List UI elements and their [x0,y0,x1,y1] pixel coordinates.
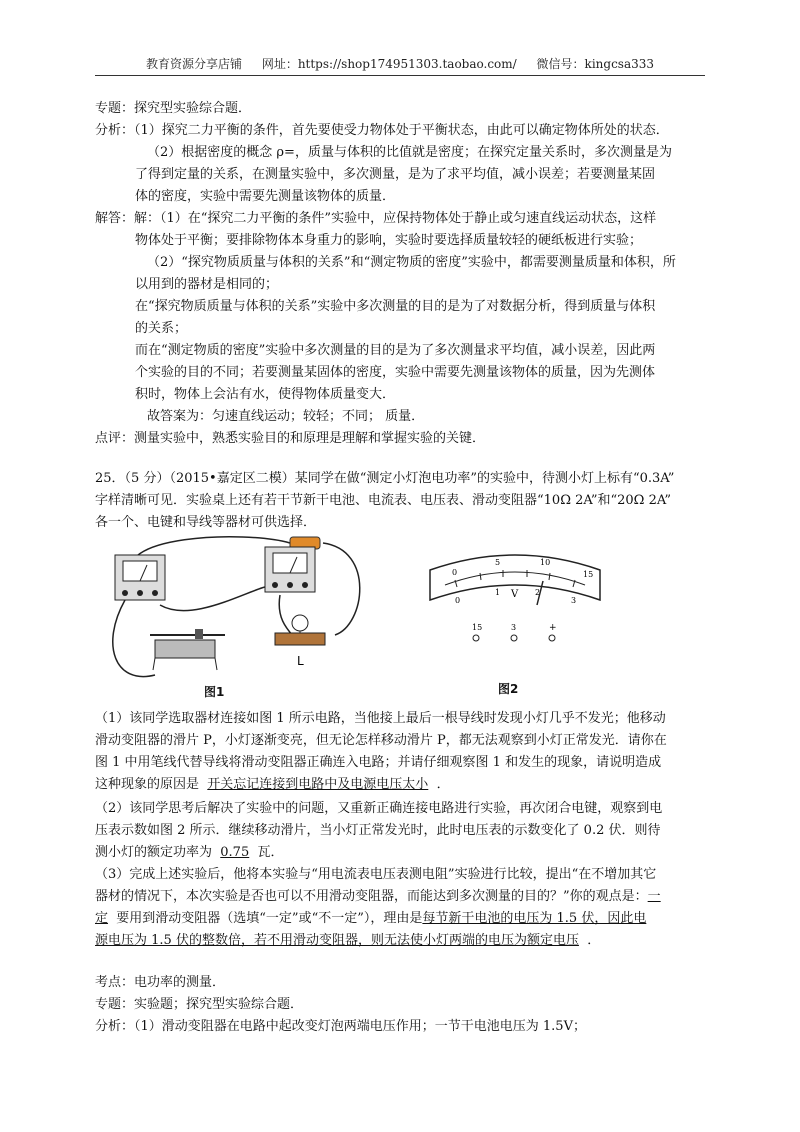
kaodian-line: 考点：电功率的测量． [95,975,226,990]
terminal-15: 15 [472,623,483,632]
solution-line-4: 以用到的器材是相同的； [135,277,279,292]
figure-1-caption: 图1 [204,685,225,699]
header-url: 网址：https://shop174951303.taobao.com/ [261,57,517,71]
solution-line-6: 的关系； [135,321,188,336]
analysis-line-2: （2）根据密度的概念 ρ=，质量与体积的比值就是密度；在探究定量关系时，多次测量是为 [147,145,672,160]
q25-part1-line-1: （1）该同学选取器材连接如图 1 所示电路，当他接上最后一根导线时发现小灯几乎不发光；他移动 [95,711,666,726]
scale-bottom-3: 3 [571,596,577,605]
solution-line-5: 在“探究物质质量与体积的关系”实验中多次测量的目的是为了对数据分析，得到质量与体积 [135,299,656,314]
figure-1-circuit [95,525,365,700]
solution-line-7: 而在“测定物质的密度”实验中多次测量的目的是为了多次测量求平均值，减小误差，因此两 [135,343,656,358]
q25-part3-reason: 每节新干电池的电压为 1.5 伏，因此电 [422,911,647,926]
q25-part2-line-2: 压表示数如图 2 所示．继续移动滑片，当小灯正常发光时，此时电压表的示数变化了 0.2 伏．则待 [95,823,661,838]
scale-bottom-1: 1 [495,588,501,597]
q25-part1-text: 这种现象的原因是 [95,777,200,792]
q25-part2-answer: 0.75 [220,845,250,860]
q25-part3-line-4: 源电压为 1.5 伏的整数倍，若不用滑动变阻器，则无法使小灯两端的电压为额定电压 ． [95,933,601,948]
solution-line-2: 物体处于平衡；要排除物体本身重力的影响，实验时要选择质量较轻的硬纸板进行实验； [135,233,643,248]
scale-top-5: 5 [495,558,501,567]
fenxi-line: 分析：（1）滑动变阻器在电路中起改变灯泡两端电压作用；一节干电池电压为 1.5V； [95,1019,586,1034]
q25-line-2: 字样清晰可见．实验桌上还有若干节新干电池、电流表、电压表、滑动变阻器“10Ω 2A”和“20Ω 2A” [95,493,671,508]
scale-bottom-2: 2 [535,588,541,597]
solution-line-9: 积时，物体上会沾有水，使得物体质量变大． [135,387,396,402]
q25-part3-answer-a: 一 [647,889,661,904]
page-header [95,55,705,76]
terminal-3: 3 [511,623,517,632]
comment-line: 点评：测量实验中，熟悉实验目的和原理是理解和掌握实验的关键． [95,431,486,446]
solution-line-3: （2）“探究物质质量与体积的关系”和“测定物质的密度”实验中，都需要测量质量和体积，所 [147,255,676,270]
scale-top-10: 10 [540,558,551,567]
q25-part1-line-2: 滑动变阻器的滑片 P，小灯逐渐变亮，但无论怎样移动滑片 P，都无法观察到小灯正常发光．请你在 [95,733,667,748]
answer-line: 故答案为：匀速直线运动；较轻；不同； 质量． [147,409,425,424]
analysis-line-4: 体的密度，实验中需要先测量该物体的质量． [135,189,396,204]
scale-top-0: 0 [452,568,458,577]
terminal-plus: + [549,623,557,633]
q25-part3-line-1: （3）完成上述实验后，他将本实验与“用电流表电压表测电阻”实验进行比较，提出“在不增加其它 [95,867,657,882]
topic-line: 专题：探究型实验综合题． [95,101,252,116]
figure-2-voltmeter [425,545,605,645]
solution-line-8: 个实验的目的不同；若要测量某固体的密度，实验中需要先测量该物体的质量，因为先测体 [135,365,656,380]
analysis-line-1: 分析：（1）探究二力平衡的条件，首先要使受力物体处于平衡状态，由此可以确定物体所处的状态． [95,123,669,138]
q25-part1-line-3: 图 1 中用笔线代替导线将滑动变阻器正确连入电路；并请仔细观察图 1 和发生的现象，请说明造成 [95,755,662,770]
header-wechat: 微信号：kingcsa333 [536,57,655,71]
scale-top-15: 15 [583,570,594,579]
q25-line-3: 各一个、电键和导线等器材可供选择． [95,515,317,530]
zhuanti-line: 专题：实验题；探究型实验综合题． [95,997,304,1012]
figure-2-caption: 图2 [498,682,519,696]
q25-part2-line-3: 测小灯的额定功率为 0.75 瓦． [95,845,284,860]
scale-bottom-0: 0 [455,596,461,605]
q25-part3-line-3: 定 要用到滑动变阻器（选填“一定”或“不一定”），理由是每节新干电池的电压为 1.5 伏，因此电 [95,911,647,926]
q25-part3-line-2: 器材的情况下，本次实验是否也可以不用滑动变阻器，而能达到多次测量的目的？”你的观点是：一 [95,889,661,904]
voltmeter-symbol: V [511,589,519,600]
lamp-label: L [297,654,304,668]
q25-part1-line-4: 这种现象的原因是 开关忘记连接到电路中及电源电压太小 ． [95,777,450,792]
analysis-line-3: 了得到定量的关系，在测量实验中，多次测量，是为了求平均值，减小误差；若要测量某固 [135,167,656,182]
q25-part2-line-1: （2）该同学思考后解决了实验中的问题，又重新正确连接电路进行实验，再次闭合电键，观察到电 [95,801,663,816]
solution-line-1: 解答：解：（1）在“探究二力平衡的条件”实验中，应保持物体处于静止或匀速直线运动状态，这样 [95,211,657,226]
q25-part1-answer: 开关忘记连接到电路中及电源电压太小 [207,777,429,792]
q25-line-1: 25．（5 分）（2015•嘉定区二模）某同学在做“测定小灯泡电功率”的实验中，待测小灯上标有“0.3A” [95,471,675,486]
header-shop: 教育资源分享店铺 [145,57,242,71]
